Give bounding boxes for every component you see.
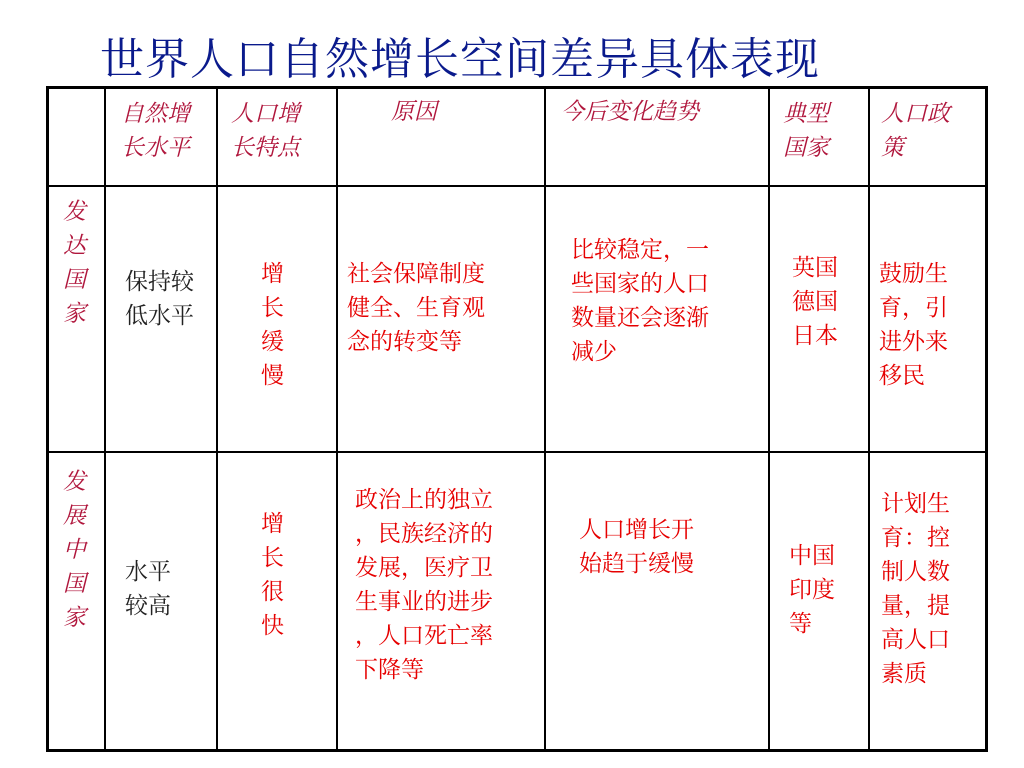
developed-countries: 英国 德国 日本	[792, 255, 838, 349]
header-features: 人口增 长特点	[231, 101, 300, 161]
developing-features: 增 长 很 快	[261, 511, 284, 639]
header-countries: 典型 国家	[783, 101, 829, 161]
developed-features: 增 长 缓 慢	[261, 261, 284, 389]
row-label-developed: 发 达 国 家	[63, 199, 86, 327]
header-trend: 今后变化趋势	[561, 99, 699, 125]
developed-reasons: 社会保障制度 健全、生育观 念的转变等	[347, 261, 485, 355]
developed-policy: 鼓励生 育，引 进外来 移民	[879, 261, 948, 389]
developing-trend: 人口增长开 始趋于缓慢	[579, 517, 694, 577]
table-divider	[216, 89, 218, 749]
table-divider	[49, 451, 985, 453]
table-divider	[336, 89, 338, 749]
developed-trend: 比较稳定，一 些国家的人口 数量还会逐渐 减少	[571, 237, 709, 365]
developing-level: 水平 较高	[125, 559, 171, 619]
table-divider	[768, 89, 770, 749]
table-divider	[868, 89, 870, 749]
developing-policy: 计划生 育：控 制人数 量，提 高人口 素质	[881, 491, 950, 687]
comparison-table	[46, 86, 988, 752]
developing-countries: 中国 印度 等	[789, 543, 835, 637]
developed-level: 保持较 低水平	[125, 269, 194, 329]
slide-title: 世界人口自然增长空间差异具体表现	[100, 34, 820, 85]
table-divider	[49, 185, 985, 187]
table-divider	[104, 89, 106, 749]
header-level: 自然增 长水平	[121, 101, 190, 161]
header-policy: 人口政 策	[881, 101, 950, 161]
header-reasons: 原因	[391, 99, 437, 125]
table-divider	[544, 89, 546, 749]
developing-reasons: 政治上的独立 ，民族经济的 发展，医疗卫 生事业的进步 ，人口死亡率 下降等	[355, 487, 493, 683]
row-label-developing: 发 展 中 国 家	[63, 469, 86, 631]
